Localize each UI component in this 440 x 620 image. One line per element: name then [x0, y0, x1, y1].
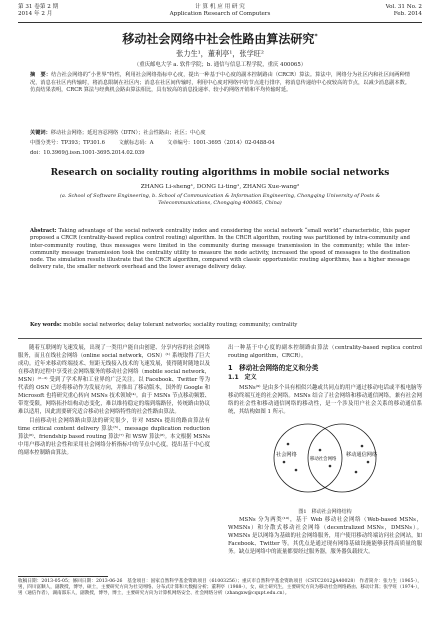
venn-label-overlap: 移动社会网络 — [310, 457, 337, 462]
authors-cn: 张力生¹，董利亭¹，张学旺² — [176, 49, 264, 58]
keywords-en-label: Key words: — [30, 322, 62, 328]
doi: doi：10.3969/j.issn.1001-3695.2014.02.039 — [30, 150, 145, 156]
document-code: 文献标志码：A — [118, 140, 154, 146]
footnote: 收稿日期：2013-05-05；修回日期：2013-06-26 基金项目：国家自然科学基金资助项目（61003256）；重庆市自然科学基金资助项目（CSTC2012jjA40028） 作者简介：张力生（1965-），男，四川富顺人，副教授，博导，硕士，主要研究方向为社交网络、分布式计算和大数据分析；董利亭（1988-），女，硕士研究生，主要研究方向为移动社会网络路由、移动计算；张学旺（1974-），男（通信作者），湖南邵东人，副教授，博导，博士，主要研究方向为计算机网络安全、社会网络分析（zhangxw@cqupt.edu.cn）。 — [18, 579, 422, 597]
header-volume: Vol. 31 No. 2 Feb. 2014 — [385, 4, 422, 17]
body-paragraph: MSNs 分为两类⁽¹⁰⁾，基于 Web 移动社会网络（Web-based MSNs，WMSNs）和分散式移动社会网络（decentralized MSNs，DMSNs）。WMSNs 是以网络为基础的社会网络服务，用户使用移动终端访问社会网站，如 Facebook、Twitter 等。其优点是通过现有网络基础设施能够获得高质量的服务。缺点是网络中的流量都要经过服务器，服务器负载较大。 — [228, 517, 422, 555]
right-circle-dots — [355, 445, 370, 474]
article-number: 文章编号：1001-3695（2014）02-0488-04 — [167, 140, 275, 146]
figure-1 — [228, 418, 422, 510]
section-heading: 1 移动社会网络的定义和分类 — [228, 364, 319, 372]
classification-row — [30, 140, 410, 147]
keywords-cn — [30, 130, 410, 137]
header-journal: 计 算 机 应 用 研 究 Application Research of Computers — [169, 4, 271, 17]
abstract-cn — [30, 72, 410, 95]
clc-number: 中图分类号：TP393；TP301.6 — [30, 140, 105, 146]
venn-label-right: 移动通信网络 — [346, 452, 378, 458]
paper-title-en: Research on sociality routing algorithms in mobile social networks — [50, 168, 390, 178]
paper-title-cn: 移动社会网络中社会性路由算法研究* — [122, 32, 318, 46]
abstract-cn-label: 摘 要： — [30, 72, 52, 78]
abstract-en-label: Abstract: — [30, 228, 57, 234]
body-left-column — [18, 344, 210, 458]
footnote-rule — [18, 576, 108, 577]
abstract-separator — [18, 338, 422, 339]
keywords-cn-text: 移动社会网络；延迟容忍网络（DTN）；社会性路由；社区；中心度 — [50, 130, 206, 136]
abstract-en-text: Taking advantage of the social network centrality index and considering the social network “small world” characteristic, this paper proposed a CRCR (centrality-based replica control routing) algorithm. In the CRCR algorithm, routing was partitioned by intra-community and inter-community routing, thus messages were limited in the community during message transmission in the community; while the inter-community message transmission took the centrality utility to measure the node activity, increased the speed of messages to the destination node. The simulation results illustrate that the CRCR algorithm, compared with classic opportunistic routing algorithms, has a higher message delivery rate, the smaller network overhead and the lower average delivery delay. — [30, 228, 410, 271]
body-right-column — [228, 344, 422, 556]
header-issue: 第 31 卷第 2 期 2014 年 2 月 — [18, 4, 59, 17]
subsection-heading: 1.1 定义 — [228, 374, 257, 381]
header-rule — [18, 22, 422, 23]
venn-diagram — [268, 418, 382, 498]
affiliation-cn: （重庆邮电大学 a. 软件学院；b. 通信与信息工程学院，重庆 400065） — [133, 62, 307, 68]
abstract-en — [30, 228, 410, 272]
body-paragraph: 随着互联网的飞速发展，出现了一类用户能自由创建、分享内容的社会网络服务，而且在线社会网络（online social network，OSN）⁽¹⁾ 系统取得了巨大成功。近年来移动终端技术、短距无线接入技术的飞速发展，使得随时随地以及在移动的过程中享受社会网络服务的移动社会网络（mobile social network，MSN）⁽²⁻³⁾ 受到了学术界和工业界的广泛关注。以 Facebook、Twitter 等为代表的 OSN 已经将移动作为发展方向，并推出了移动版本，国外的 Google 和 Microsoft 也将研究重心转向 MSNs 技术领域⁽⁴⁾。由于 MSNs 节点移动频繁、带宽受限，网络拓扑结构动态变化，难以维持稳定的端到端路径，传统路由协议难以适用，因此需要研究适合移动社会网络特性的社会性路由算法。 — [18, 345, 210, 415]
affiliation-en: (a. School of Software Engineering, b. School of Communication & Information Engineering, Chongqing University of Posts & Telecommunications, Chongqing 400065, China) — [59, 193, 381, 206]
keywords-en-text: mobile social networks; delay tolerant networks; sociality routing; community; centrality — [63, 322, 298, 328]
keywords-en — [30, 322, 410, 329]
figure-1-caption: 图1 移动社会网络结构 — [298, 509, 352, 515]
body-paragraph: MSNs⁽⁹⁾ 是由多个具有相似兴趣或共同点的用户通过移动电话或平板电脑等移动终端互连的社会网络。MSNs 结合了社会网络和移动通信网络，兼有社会网络的社会性和移动通信网络的移动性，是一个涉及用户社会关系的移动通信系统，其结构如图 1 所示。 — [228, 385, 422, 415]
body-paragraph: 出一种基于中心度的副本控制路由算法（centrality-based replica control routing algorithm，CRCR）。 — [228, 345, 422, 359]
authors-en: ZHANG Li-sheng¹, DONG Li-ting¹, ZHANG Xue-wang² — [140, 184, 300, 190]
body-paragraph: 目前移动社会网络路由算法的研究很少，针对 MSNs 提出的路由算法有 time critical content delivery 算法⁽⁵⁾、message duplication reduction 算法⁽⁶⁾、friendship based routing 算法⁽⁷⁾ 和 WSW 算法⁽⁸⁾。本文根据 MSNs 中用户移动的社会性和采用社会网络分析指标中的节点中心度，提出基于中心度的副本控制路由算法。 — [18, 418, 210, 456]
abstract-cn-text: 结合社会网络的“小世界”特性，利用社会网络指标中心度，提出一种基于中心度的副本控制路由（CRCR）算法。算法中，网络分为社区内和社区间两种情况，消息在社区内传输时，将消息限制在社区内；消息在社区间传输时，利用中心度对网络中的节点进行排序，将消息传递给中心度较高的节点，以减少消息副本数。仿真结果表明，CRCR 算法与经典机会路由算法相比，具有较高的消息投递率、较小的网络开销和平均传输时延。 — [30, 72, 410, 94]
venn-label-left: 社会网络 — [276, 452, 297, 458]
keywords-cn-label: 关键词： — [30, 130, 51, 136]
title-footnote-mark: * — [314, 33, 318, 40]
running-header — [18, 4, 422, 24]
